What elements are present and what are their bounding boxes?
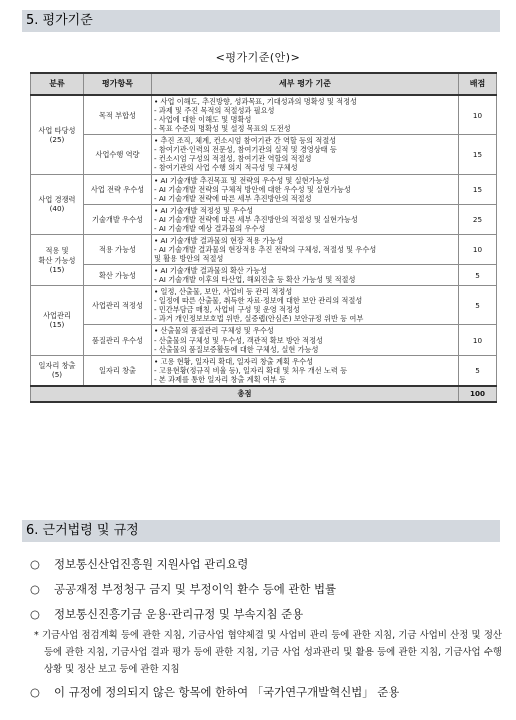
- category-cell: [31, 174, 84, 234]
- table-row: [31, 204, 497, 234]
- detail-line: - 산출물의 품질보증활동에 대한 구체성, 실현 가능성: [154, 344, 319, 354]
- header-category: 분류: [31, 73, 84, 95]
- detail-line: • 추진 조직, 체계, 컨소시엄 참여기관 간 역할 등의 적절성: [154, 136, 337, 146]
- section-6-title: 6. 근거법령 및 규정: [26, 523, 139, 538]
- item-cell: 사업수행 역량: [84, 135, 152, 174]
- score-cell: 5: [459, 286, 497, 325]
- table-row: [31, 174, 497, 204]
- detail-cell: [152, 286, 459, 325]
- detail-line: • 고용 현황, 일자리 확대, 일자리 창출 계획 우수성: [154, 356, 314, 366]
- section-5-title: 5. 평가기준: [26, 13, 93, 28]
- table-row: [31, 265, 497, 286]
- detail-line: - AI 기술개발 전략의 구체적 방안에 대한 우수성 및 실현가능성: [154, 184, 351, 194]
- category-label: (15): [49, 320, 65, 330]
- detail-line: - AI 기술개발 결과물의 현장적용 추진 전략의 구체성, 적절성 및 우수성: [154, 244, 377, 254]
- item-cell: 목적 부합성: [84, 95, 152, 135]
- section-6-header: [22, 520, 500, 542]
- detail-line: - 사업에 대한 이해도 및 명확성: [154, 115, 252, 125]
- category-label: 적용 및: [45, 246, 69, 256]
- law-item-text: 공공재정 부정청구 금지 및 부정이익 환수 등에 관한 법률: [54, 582, 337, 596]
- detail-line: - AI 기술개발 이후의 타산업, 해외진출 등 확산 가능성 및 적절성: [154, 275, 356, 285]
- category-label: (25): [49, 134, 65, 144]
- detail-cell: [152, 95, 459, 135]
- detail-cell: [152, 325, 459, 355]
- category-cell: [31, 286, 84, 355]
- detail-line: - 참여기관·인력의 전문성, 참여기관의 실적 및 경영상태 등: [154, 145, 337, 155]
- category-cell: [31, 95, 84, 174]
- section-5-header: [22, 10, 500, 32]
- law-item-text: 이 규정에 정의되지 않은 항목에 한하여 「국가연구개발혁신법」 준용: [54, 685, 400, 699]
- score-cell: 10: [459, 234, 497, 264]
- table-header-row: [31, 73, 497, 95]
- detail-line: - 목표 수준의 명확성 및 설정 목표의 도전성: [154, 124, 291, 134]
- detail-cell: [152, 355, 459, 386]
- score-cell: 15: [459, 174, 497, 204]
- score-cell: 5: [459, 265, 497, 286]
- total-label: 총점: [31, 386, 459, 402]
- detail-line: • AI 기술개발 결과물의 현장 적용 가능성: [154, 235, 284, 245]
- category-label: 확산 가능성: [38, 255, 76, 265]
- score-cell: 15: [459, 135, 497, 174]
- item-cell: 품질관리 우수성: [84, 325, 152, 355]
- evaluation-criteria-table: [30, 72, 497, 403]
- category-label: 사업 경쟁력: [38, 195, 76, 205]
- detail-line: • 산출물의 품질관리 구체성 및 우수성: [154, 326, 274, 336]
- law-item: [26, 552, 502, 577]
- circle-bullet-icon: ○: [30, 685, 40, 699]
- item-cell: 확산 가능성: [84, 265, 152, 286]
- header-detail: 세부 평가 기준: [152, 73, 459, 95]
- score-cell: 5: [459, 355, 497, 386]
- table-row: [31, 325, 497, 355]
- law-item: [26, 602, 502, 627]
- law-note: * 기금사업 점검계획 등에 관한 지침, 기금사업 협약체결 및 사업비 관리 등에 관한 지침, 기금 사업비 산정 및 정산 등에 관한 지침, 기금사업 결과 평가 등에 관한 지침, 기금 사업 성과관리 및 활용 등에 관한 지침, 기금사업 수행상황 및 정산 보고 등에 관한 지침: [34, 630, 502, 675]
- law-list: [26, 552, 502, 705]
- category-cell: [31, 355, 84, 386]
- item-cell: 기술개발 우수성: [84, 204, 152, 234]
- circle-bullet-icon: ○: [30, 557, 40, 571]
- table-row: [31, 135, 497, 174]
- detail-line: - 본 과제를 통한 일자리 창출 계획 여부 등: [154, 374, 286, 384]
- table-row: [31, 286, 497, 325]
- detail-line: • 일정, 산출물, 보안, 사업비 등 관리 적정성: [154, 287, 293, 297]
- detail-line: - AI 기술개발 전략에 따른 세부 추진방안의 적절성 및 실현가능성: [154, 214, 358, 224]
- score-cell: 10: [459, 325, 497, 355]
- detail-line: - 과거 개인정보보호법 위반, 실증랩(안심존) 보안규정 위반 등 여부: [154, 314, 364, 324]
- category-cell: [31, 234, 84, 285]
- header-score: 배점: [459, 73, 497, 95]
- circle-bullet-icon: ○: [30, 607, 40, 621]
- detail-cell: [152, 204, 459, 234]
- category-label: 사업 타당성: [38, 125, 76, 135]
- category-label: 일자리 창출: [38, 361, 76, 371]
- detail-line: 및 활용 방안의 적절성: [154, 254, 224, 263]
- table-row: [31, 95, 497, 135]
- detail-cell: [152, 174, 459, 204]
- detail-line: • AI 기술개발 추진목표 및 전략의 우수성 및 실현가능성: [154, 175, 330, 185]
- category-label: (5): [51, 370, 63, 380]
- law-item-text: 정보통신진흥기금 운용·관리규정 및 부속지침 준용: [54, 607, 304, 621]
- table-caption: <평가기준(안)>: [215, 51, 301, 64]
- law-item-text: 정보통신산업진흥원 지원사업 관리요령: [54, 557, 249, 571]
- detail-line: - 산출물의 구체성 및 우수성, 객관적 확보 방안 적정성: [154, 335, 323, 345]
- item-cell: 사업 전략 우수성: [84, 174, 152, 204]
- item-cell: 사업관리 적정성: [84, 286, 152, 325]
- detail-line: - AI 기술개발 전략에 따른 세부 추진방안의 적절성: [154, 193, 312, 203]
- item-cell: 적용 가능성: [84, 234, 152, 264]
- score-cell: 25: [459, 204, 497, 234]
- law-item: [26, 680, 502, 705]
- score-cell: 10: [459, 95, 497, 135]
- detail-line: - 컨소시엄 구성의 적절성, 참여기관 역할의 적절성: [154, 154, 312, 164]
- item-cell: 일자리 창출: [84, 355, 152, 386]
- total-row: [31, 386, 497, 402]
- category-label: 사업관리: [43, 311, 71, 321]
- law-item: [26, 577, 502, 602]
- table-row: [31, 355, 497, 386]
- category-label: (40): [49, 204, 65, 214]
- detail-cell: [152, 135, 459, 174]
- detail-line: - 고용현황(정규직 비율 등), 일자리 확대 및 처우 개선 노력 등: [154, 365, 348, 375]
- detail-line: • AI 기술개발 결과물의 확산 가능성: [154, 266, 267, 276]
- detail-line: - 참여기관의 사업 수행 의지 적극성 및 구체성: [154, 163, 298, 173]
- detail-line: - 과제 및 주진 목적의 적절성과 필요성: [154, 106, 275, 116]
- category-label: (15): [49, 264, 65, 274]
- detail-line: • 사업 이해도, 추진방향, 성과목표, 기대성과의 명확성 및 적정성: [154, 97, 357, 106]
- table-row: [31, 234, 497, 264]
- detail-line: • AI 기술개발 적정성 및 우수성: [154, 205, 254, 215]
- detail-line: - 일정에 따른 산출물, 취득한 자료·정보에 대한 보안 관리의 적절성: [154, 296, 363, 306]
- circle-bullet-icon: ○: [30, 582, 40, 596]
- header-item: 평가항목: [84, 73, 152, 95]
- detail-cell: [152, 234, 459, 264]
- detail-line: - 민간부담금 매칭, 사업비 구성 및 운영 적정성: [154, 305, 300, 315]
- detail-line: - AI 기술개발 예상 결과물의 우수성: [154, 223, 266, 233]
- total-score: 100: [459, 386, 497, 402]
- detail-cell: [152, 265, 459, 286]
